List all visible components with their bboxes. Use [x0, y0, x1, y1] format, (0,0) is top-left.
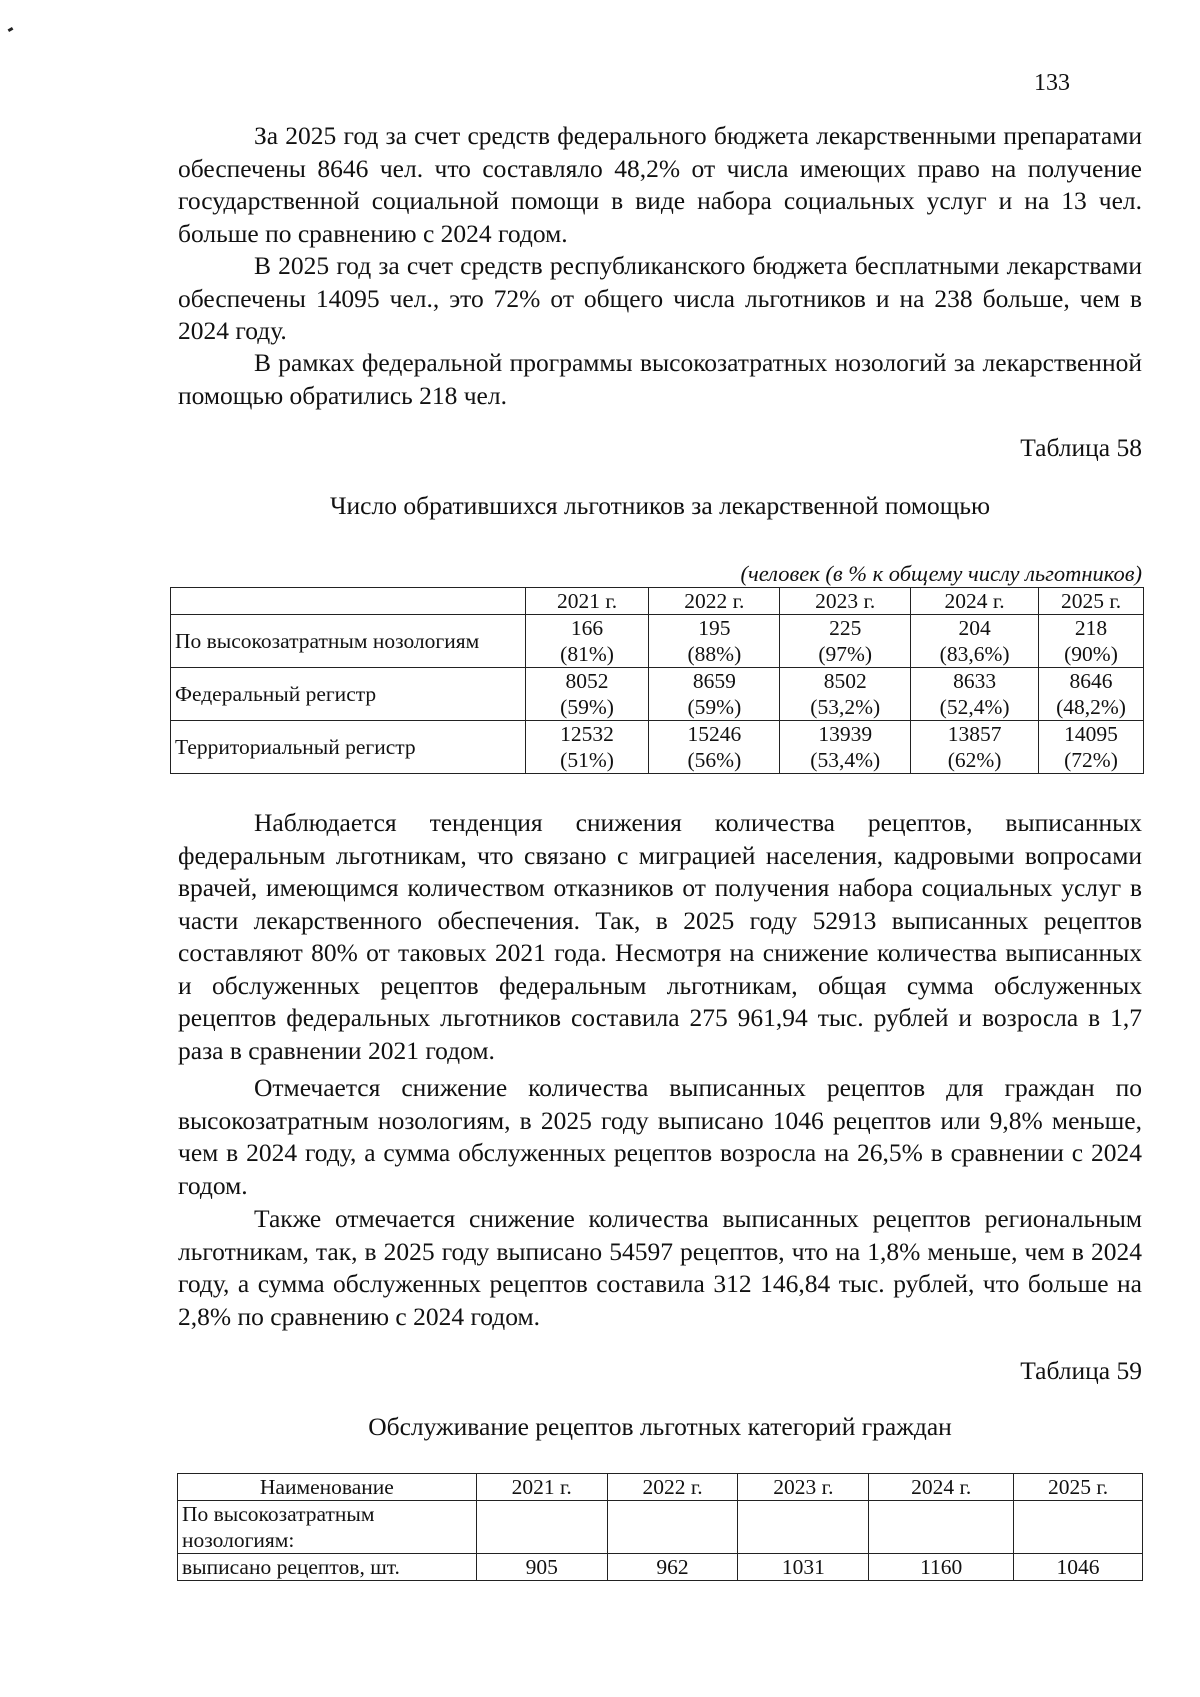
- table-row: [171, 615, 1144, 642]
- table-cell: [476, 1501, 607, 1554]
- cell-percent: (53,4%): [780, 747, 911, 774]
- table-header-row: [171, 588, 1144, 615]
- row-label: По высокозатратным нозологиям:: [178, 1501, 477, 1554]
- paragraph-high-cost-program: В рамках федеральной программы высокозатратных нозологий за лекарственной помощью обратились 218 чел.: [178, 348, 1142, 410]
- cell-count: 8502: [780, 668, 911, 695]
- row-label: По высокозатратным нозологиям: [171, 615, 526, 668]
- header-empty-cell: [171, 588, 526, 615]
- table-cell: 1160: [869, 1554, 1014, 1581]
- table-59-title: Обслуживание рецептов льготных категорий граждан: [368, 1412, 952, 1441]
- cell-count: 166: [525, 615, 649, 642]
- table-row: [171, 668, 1144, 695]
- cell-percent: (90%): [1039, 641, 1144, 668]
- table-cell: [738, 1501, 869, 1554]
- cell-percent: (59%): [525, 694, 649, 721]
- paragraph-regional-prescriptions: Также отмечается снижение количества выписанных рецептов региональным льготникам, так, в 2025 году выписано 54597 рецептов, что на 1,8% меньше, чем в 2024 году, а сумма обслуженных рецептов составила 312 146,84 тыс. рублей, что больше на 2,8% по сравнению с 2024 годом.: [178, 1204, 1142, 1331]
- table-cell: 905: [476, 1554, 607, 1581]
- cell-count: 8646: [1039, 668, 1144, 695]
- table-58-title: Число обратившихся льготников за лекарственной помощью: [329, 491, 991, 520]
- cell-count: 218: [1039, 615, 1144, 642]
- row-label: Федеральный регистр: [171, 668, 526, 721]
- cell-count: 13939: [780, 721, 911, 748]
- row-label: выписано рецептов, шт.: [178, 1554, 477, 1581]
- cell-count: 195: [649, 615, 780, 642]
- cell-count: 13857: [911, 721, 1039, 748]
- header-year: 2025 г.: [1039, 588, 1144, 615]
- table-cell: 962: [607, 1554, 738, 1581]
- cell-percent: (81%): [525, 641, 649, 668]
- cell-count: 8633: [911, 668, 1039, 695]
- table-cell: [607, 1501, 738, 1554]
- cell-percent: (62%): [911, 747, 1039, 774]
- row-label: Территориальный регистр: [171, 721, 526, 774]
- cell-percent: (59%): [649, 694, 780, 721]
- page-number: 133: [1034, 70, 1070, 96]
- header-year: 2023 г.: [738, 1474, 869, 1501]
- table-cell: [869, 1501, 1014, 1554]
- cell-count: 15246: [649, 721, 780, 748]
- cell-percent: (72%): [1039, 747, 1144, 774]
- paragraph-federal-budget: За 2025 год за счет средств федерального бюджета лекарственными препаратами обеспечены 8646 чел. что составляло 48,2% от числа имеющих право на получение государственной социальной помощи в виде набора социальных услуг и на 13 чел. больше по сравнению с 2024 годом.: [178, 121, 1142, 248]
- cell-percent: (97%): [780, 641, 911, 668]
- header-year: 2024 г.: [869, 1474, 1014, 1501]
- cell-percent: (56%): [649, 747, 780, 774]
- header-year: 2024 г.: [911, 588, 1039, 615]
- header-year: 2021 г.: [525, 588, 649, 615]
- cell-percent: (88%): [649, 641, 780, 668]
- cell-count: 8052: [525, 668, 649, 695]
- header-year: 2022 г.: [649, 588, 780, 615]
- table-row: [171, 721, 1144, 748]
- paragraph-republic-budget: В 2025 год за счет средств республиканского бюджета бесплатными лекарствами обеспечены 14095 чел., это 72% от общего числа льготников и на 238 больше, чем в 2024 году.: [178, 251, 1142, 345]
- paragraph-high-cost-prescriptions: Отмечается снижение количества выписанных рецептов для граждан по высокозатратным нозологиям, в 2025 году выписано 1046 рецептов или 9,8% меньше, чем в 2024 году, а сумма обслуженных рецептов возросла на 26,5% в сравнении с 2024 годом.: [178, 1073, 1142, 1200]
- header-year: 2022 г.: [607, 1474, 738, 1501]
- cell-count: 204: [911, 615, 1039, 642]
- cell-count: 14095: [1039, 721, 1144, 748]
- table-row: [178, 1501, 1143, 1554]
- cell-percent: (48,2%): [1039, 694, 1144, 721]
- cell-count: 12532: [525, 721, 649, 748]
- scan-mark: [8, 27, 14, 32]
- cell-percent: (51%): [525, 747, 649, 774]
- table-cell: [1014, 1501, 1143, 1554]
- header-year: 2021 г.: [476, 1474, 607, 1501]
- cell-count: 225: [780, 615, 911, 642]
- table-58-caption: Таблица 58: [1020, 433, 1142, 462]
- table-header-row: [178, 1474, 1143, 1501]
- table-58: [170, 587, 1144, 774]
- cell-count: 8659: [649, 668, 780, 695]
- table-59-caption: Таблица 59: [1020, 1356, 1142, 1385]
- cell-percent: (52,4%): [911, 694, 1039, 721]
- paragraph-federal-trend: Наблюдается тенденция снижения количества рецептов, выписанных федеральным льготникам, что связано с миграцией населения, кадровыми вопросами врачей, имеющимся количеством отказников от получения набора социальных услуг в части лекарственного обеспечения. Так, в 2025 году 52913 выписанных рецептов составляют 80% от таковых 2021 года. Несмотря на снижение количества выписанных и обслуженных рецептов федеральным льготникам, общая сумма обслуженных рецептов федеральных льготников составила 275 961,94 тыс. рублей и возросла в 1,7 раза в сравнении 2021 годом.: [178, 808, 1142, 1065]
- header-name: Наименование: [178, 1474, 477, 1501]
- table-row: [178, 1554, 1143, 1581]
- header-year: 2023 г.: [780, 588, 911, 615]
- table-58-unit: (человек (в % к общему числу льготников): [740, 561, 1142, 586]
- table-59: [177, 1473, 1143, 1581]
- header-year: 2025 г.: [1014, 1474, 1143, 1501]
- cell-percent: (83,6%): [911, 641, 1039, 668]
- cell-percent: (53,2%): [780, 694, 911, 721]
- table-cell: 1046: [1014, 1554, 1143, 1581]
- table-cell: 1031: [738, 1554, 869, 1581]
